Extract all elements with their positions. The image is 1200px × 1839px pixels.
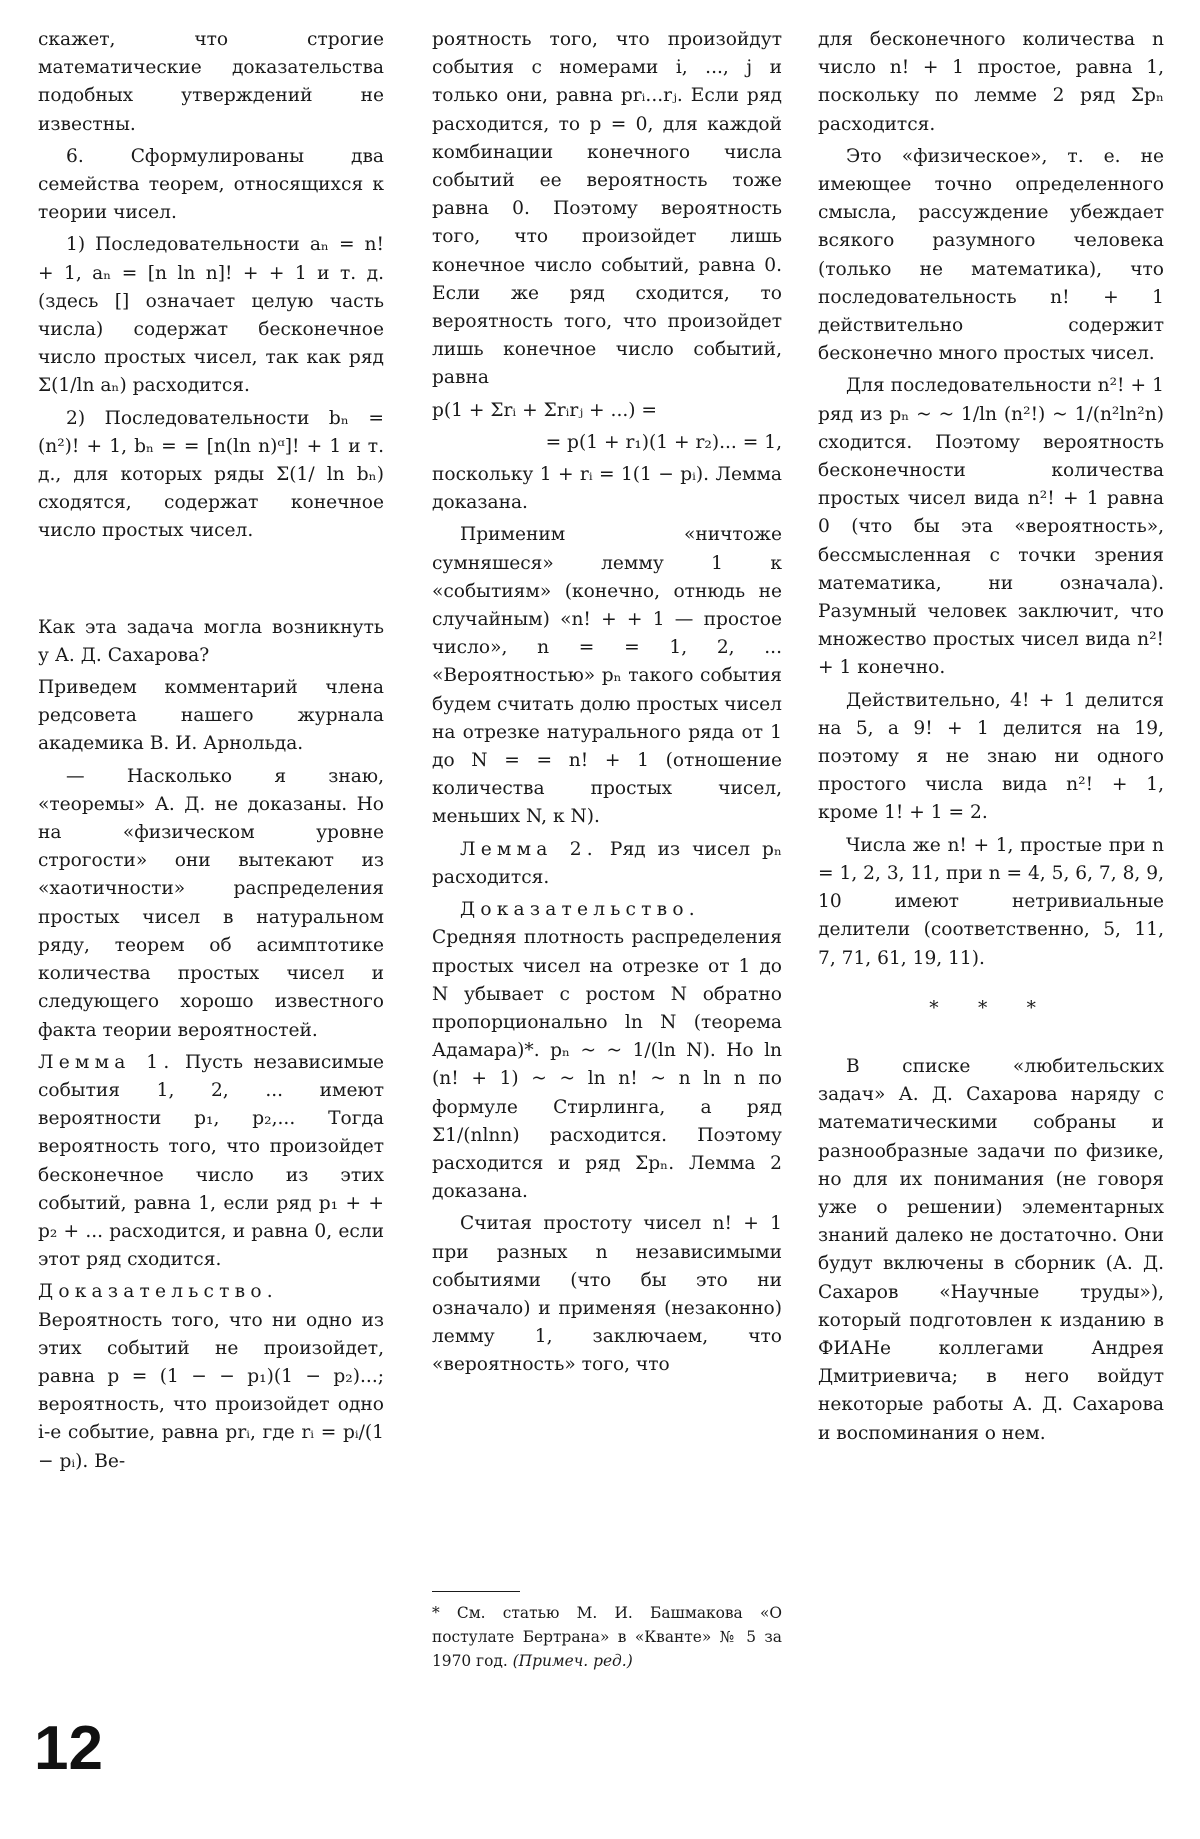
footnote <box>432 1601 782 1673</box>
proof-1-heading: Доказательство. <box>38 1281 278 1303</box>
page-number: 12 <box>34 1714 103 1783</box>
paragraph-proof-continued: роятность того, что произойдут события с номерами i, ..., j и только они, равна prᵢ...rⱼ. Если ряд расходится, то p = 0, для каждой комбинации конечного числа событий ее вероятность тоже равна 0. Поэтому вероятность того, что произойдет лишь конечное число событий, равна 0. Если же ряд сходится, то вероятность того, что произойдет лишь конечное число событий, равна <box>432 29 782 389</box>
formula-line-1: p(1 + Σrᵢ + Σrᵢrⱼ + ...) = <box>432 399 658 421</box>
lemma-2-text: Ряд из чисел pₙ расходится. <box>432 838 782 888</box>
paragraph-n-squared: Для последовательности n²! + 1 ряд из pₙ ~ ~ 1/ln (n²!) ~ 1/(n²ln²n) сходится. Поэтому вероятность бесконечности количества простых чисел вида n²! + 1 равна 0 (что бы эта «вероятность», бессмысленная с точки зрения математика, ни означала). Разумный человек заключит, что множество простых чисел вида n²! + 1 конечно. <box>818 375 1164 679</box>
text-column-3 <box>818 26 1164 1452</box>
paragraph-divisors: Числа же n! + 1, простые при n = 1, 2, 3, 11, при n = 4, 5, 6, 7, 8, 9, 10 имеют нетривиальные делители (соответственно, 5, 11, 7, 71, 61, 19, 11). <box>818 834 1164 969</box>
formula-line-2: = p(1 + r₁)(1 + r₂)... = 1, <box>545 431 782 453</box>
lemma-1-text: Пусть независимые события 1, 2, ... имеют вероятности p₁, p₂,... Тогда вероятность того, что произойдет бесконечное число из этих событий, равна 1, если ряд p₁ + + p₂ + ... расходится, и равна 0, если этот ряд сходится. <box>38 1051 384 1271</box>
footnote-editor-note: (Примеч. ред.) <box>512 1652 633 1670</box>
paragraph-physical-argument: Это «физическое», т. е. не имеющее точно определенного смысла, рассуждение убеждает всякого разумного человека (только не математика), что последовательность n! + 1 действительно содержит бесконечно много простых чисел. <box>818 145 1164 365</box>
footnote-divider <box>432 1591 520 1592</box>
proof-2 <box>432 896 782 1206</box>
section-separator-stars: * * * <box>929 997 1053 1019</box>
lemma-2 <box>432 836 782 892</box>
paragraph-closing: В списке «любительских задач» А. Д. Сахарова наряду с математическими собраны и разнообразные задачи по физике, но для их понимания (не говоря уже о решении) элементарных знаний далеко не достаточно. Они будут включены в сборник (А. Д. Сахаров «Научные труды»), который подготовлен к изданию в ФИАНе коллегами Андрея Дмитриевича; в него войдут некоторые работы А. Д. Сахарова и воспоминания о нем. <box>818 1055 1164 1444</box>
paragraph-arnold-comment: — Насколько я знаю, «теоремы» А. Д. не доказаны. Но на «физическом уровне строгости» они вытекают из «хаотичности» распределения простых чисел в натуральном ряду, теорем об асимптотике количества простых чисел и следующего хорошо известного факта теории вероятностей. <box>38 765 384 1041</box>
text-column-2 <box>432 26 782 1384</box>
proof-1-text: Вероятность того, что ни одно из этих событий не произойдет, равна p = (1 − − p₁)(1 − p₂)...; вероятность, что произойдет одно i-е событие, равна prᵢ, где rᵢ = pᵢ/(1 − pᵢ). Ве- <box>38 1309 384 1472</box>
paragraph-conclusion: Считая простоту чисел n! + 1 при разных n независимыми событиями (что бы это ни означало) и применяя (незаконно) лемму 1, заключаем, что «вероятность» того, что <box>432 1213 782 1376</box>
paragraph-comment-intro: Приведем комментарий члена редсовета нашего журнала академика В. И. Арнольда. <box>38 677 384 755</box>
paragraph-section-6: 6. Сформулированы два семейства теорем, относящихся к теории чисел. <box>38 145 384 224</box>
lemma-1-heading: Лемма 1. <box>38 1051 175 1073</box>
paragraph: скажет, что строгие математические доказательства подобных утверждений не известны. <box>38 29 384 135</box>
paragraph-lemma-proven: поскольку 1 + rᵢ = 1(1 − pᵢ). Лемма доказана. <box>432 464 782 514</box>
lemma-2-heading: Лемма 2. <box>460 838 598 860</box>
paragraph-examples: Действительно, 4! + 1 делится на 5, а 9! + 1 делится на 19, поэтому я не знаю ни одного простого числа вида n²! + 1, кроме 1! + 1 = 2. <box>818 689 1164 824</box>
paragraph-apply-lemma: Применим «ничтоже сумняшеся» лемму 1 к «событиям» (конечно, отнюдь не случайным) «n! + + 1 — простое число», n = = 1, 2, ... «Вероятностью» pₙ такого события будем считать долю простых чисел на отрезке натурального ряда от 1 до N = = n! + 1 (отношение количества простых чисел, меньших N, к N). <box>432 524 782 828</box>
paragraph-sequence-2: 2) Последовательности bₙ = (n²)! + 1, bₙ = = [n(ln n)ᵅ]! + 1 и т. д., для которых ряды Σ(1/ ln bₙ) сходятся, содержат конечное число простых чисел. <box>38 407 384 542</box>
paragraph-continued: для бесконечного количества n число n! + 1 простое, равна 1, поскольку по лемме 2 ряд Σpₙ расходится. <box>818 29 1164 135</box>
text-column-1 <box>38 26 384 1480</box>
paragraph-question: Как эта задача могла возникнуть у А. Д. Сахарова? <box>38 616 384 666</box>
paragraph-sequence-1: 1) Последовательности aₙ = n! + 1, aₙ = [n ln n]! + + 1 и т. д. (здесь [] означает целую часть числа) содержат бесконечное число простых чисел, так как ряд Σ(1/ln aₙ) расходится. <box>38 234 384 397</box>
proof-2-text: Средняя плотность распределения простых чисел на отрезке от 1 до N убывает с ростом N обратно пропорционально ln N (теорема Адамара)*. pₙ ~ ~ 1/(ln N). Но ln (n! + 1) ~ ~ ln n! ~ n ln n по формуле Стирлинга, а ряд Σ1/(nlnn) расходится. Поэтому расходится и ряд Σpₙ. Лемма 2 доказана. <box>432 927 782 1203</box>
footnote-text: * См. статью М. И. Башмакова «О постулате Бертрана» в «Кванте» № 5 за 1970 год. <box>432 1604 782 1670</box>
spacer <box>38 550 384 614</box>
lemma-1 <box>38 1049 384 1275</box>
proof-1 <box>38 1278 384 1475</box>
proof-2-heading: Доказательство. <box>460 899 700 921</box>
